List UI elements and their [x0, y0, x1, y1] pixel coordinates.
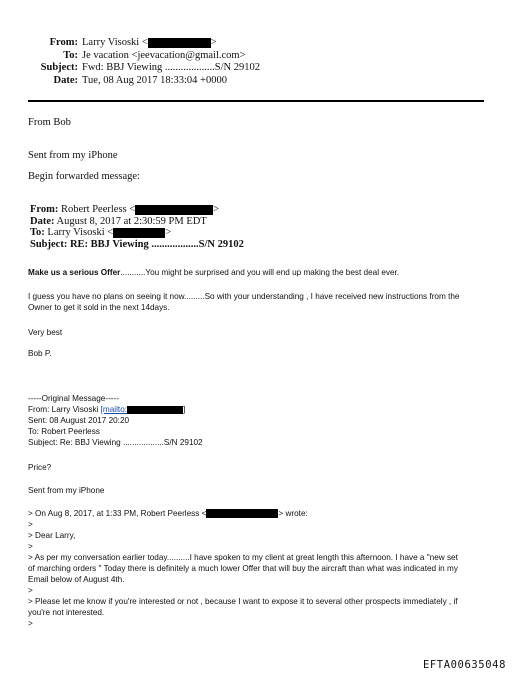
original-subject-line: Subject: Re: BBJ Viewing ..................S/N 29102 [28, 438, 203, 447]
bates-number: EFTA00635048 [422, 659, 506, 671]
original-from-line: From: Larry Visoski [mailto: ] [28, 405, 186, 414]
from-bob-line: From Bob [28, 117, 71, 128]
forwarded-subject-row [30, 239, 244, 251]
forwarded-to-row: To: Larry Visoski < > [30, 227, 172, 238]
price-question: Price? [28, 463, 52, 472]
redaction-box [113, 228, 165, 238]
forwarded-to-label: To: [30, 227, 45, 238]
header-from-value: Larry Visoski < > [82, 37, 217, 48]
forwarded-from-label: From: [30, 204, 59, 215]
quoted-para-line: of marching orders " Today there is definitely a much lower Offer that will buy the aircraft than what was indicated in my [28, 564, 458, 573]
redaction-box [135, 205, 213, 215]
header-date-label: Date: [53, 74, 78, 86]
email-header [0, 37, 512, 87]
forwarded-subject-value: RE: BBJ Viewing ..................S/N 29102 [69, 238, 244, 250]
quoted-para-line: Email below of August 4th. [28, 575, 125, 584]
begin-forwarded-line: Begin forwarded message: [28, 171, 140, 182]
quoted-dear-line: > Dear Larry, [28, 531, 76, 540]
forwarded-from-value: Robert Peerless < [61, 204, 136, 215]
header-from-row [0, 37, 512, 50]
mailto-link[interactable]: [mailto: [100, 405, 128, 414]
offer-rest-text: ...........You might be surprised and you will end up making the best deal ever. [120, 268, 400, 277]
forwarded-date-label: Date: [30, 215, 55, 227]
offer-line [28, 267, 399, 278]
forwarded-to-value: Larry Visoski < [47, 227, 114, 238]
forwarded-subject-label: Subject: [30, 238, 68, 250]
forwarded-from-row: From: Robert Peerless < > [30, 204, 220, 215]
instructions-paragraph: I guess you have no plans on seeing it now.........So with your understanding , I have received new instructions from the Owner to get it sold in the next 14days. [28, 292, 460, 312]
redaction-box [206, 509, 278, 518]
original-sent-iphone: Sent from my iPhone [28, 486, 105, 495]
quoted-marker: > [28, 520, 33, 529]
header-subject-row [0, 62, 512, 75]
quoted-marker: > [28, 586, 33, 595]
original-sent-line: Sent: 08 August 2017 20:20 [28, 416, 130, 425]
header-divider [28, 100, 484, 102]
header-subject-value: Fwd: BBJ Viewing ...................S/N 29102 [82, 62, 260, 73]
quoted-let-me-know-line: > Please let me know if you're interested or not , because I want to expose it to several other prospects immediately , if [28, 597, 458, 606]
original-message-heading: -----Original Message----- [28, 394, 119, 403]
quoted-wrote-line: > On Aug 8, 2017, at 1:33 PM, Robert Peerless < > wrote: [28, 509, 308, 518]
header-date-value: Tue, 08 Aug 2017 18:33:04 +0000 [82, 74, 227, 86]
original-message-block [28, 393, 203, 448]
original-to-line: To: Robert Peerless [28, 427, 100, 436]
header-to-label: To: [63, 49, 78, 61]
header-from-label: From: [49, 37, 78, 48]
redaction-box [148, 38, 211, 48]
signature-line: Bob P. [28, 349, 52, 358]
header-to-row [0, 50, 512, 63]
forwarded-header [30, 204, 244, 250]
quoted-marker: > [28, 619, 33, 628]
header-subject-label: Subject: [40, 62, 78, 73]
quoted-let-me-know-line: you're not interested. [28, 608, 105, 617]
closing-line: Very best [28, 328, 63, 337]
forwarded-date-row [30, 216, 244, 228]
quoted-block [28, 508, 458, 629]
redaction-box [127, 406, 183, 414]
quoted-para-line: > As per my conversation earlier today..........I have spoken to my client at great length this afternoon. I have a "new set [28, 553, 458, 562]
header-to-value: Je vacation <jeevacation@gmail.com> [82, 49, 246, 61]
sent-from-iphone-line: Sent from my iPhone [28, 150, 118, 161]
forwarded-date-value: August 8, 2017 at 2:30:59 PM EDT [56, 215, 207, 227]
quoted-marker: > [28, 542, 33, 551]
header-date-row [0, 75, 512, 88]
offer-bold-text: Make us a serious Offer [28, 268, 121, 277]
